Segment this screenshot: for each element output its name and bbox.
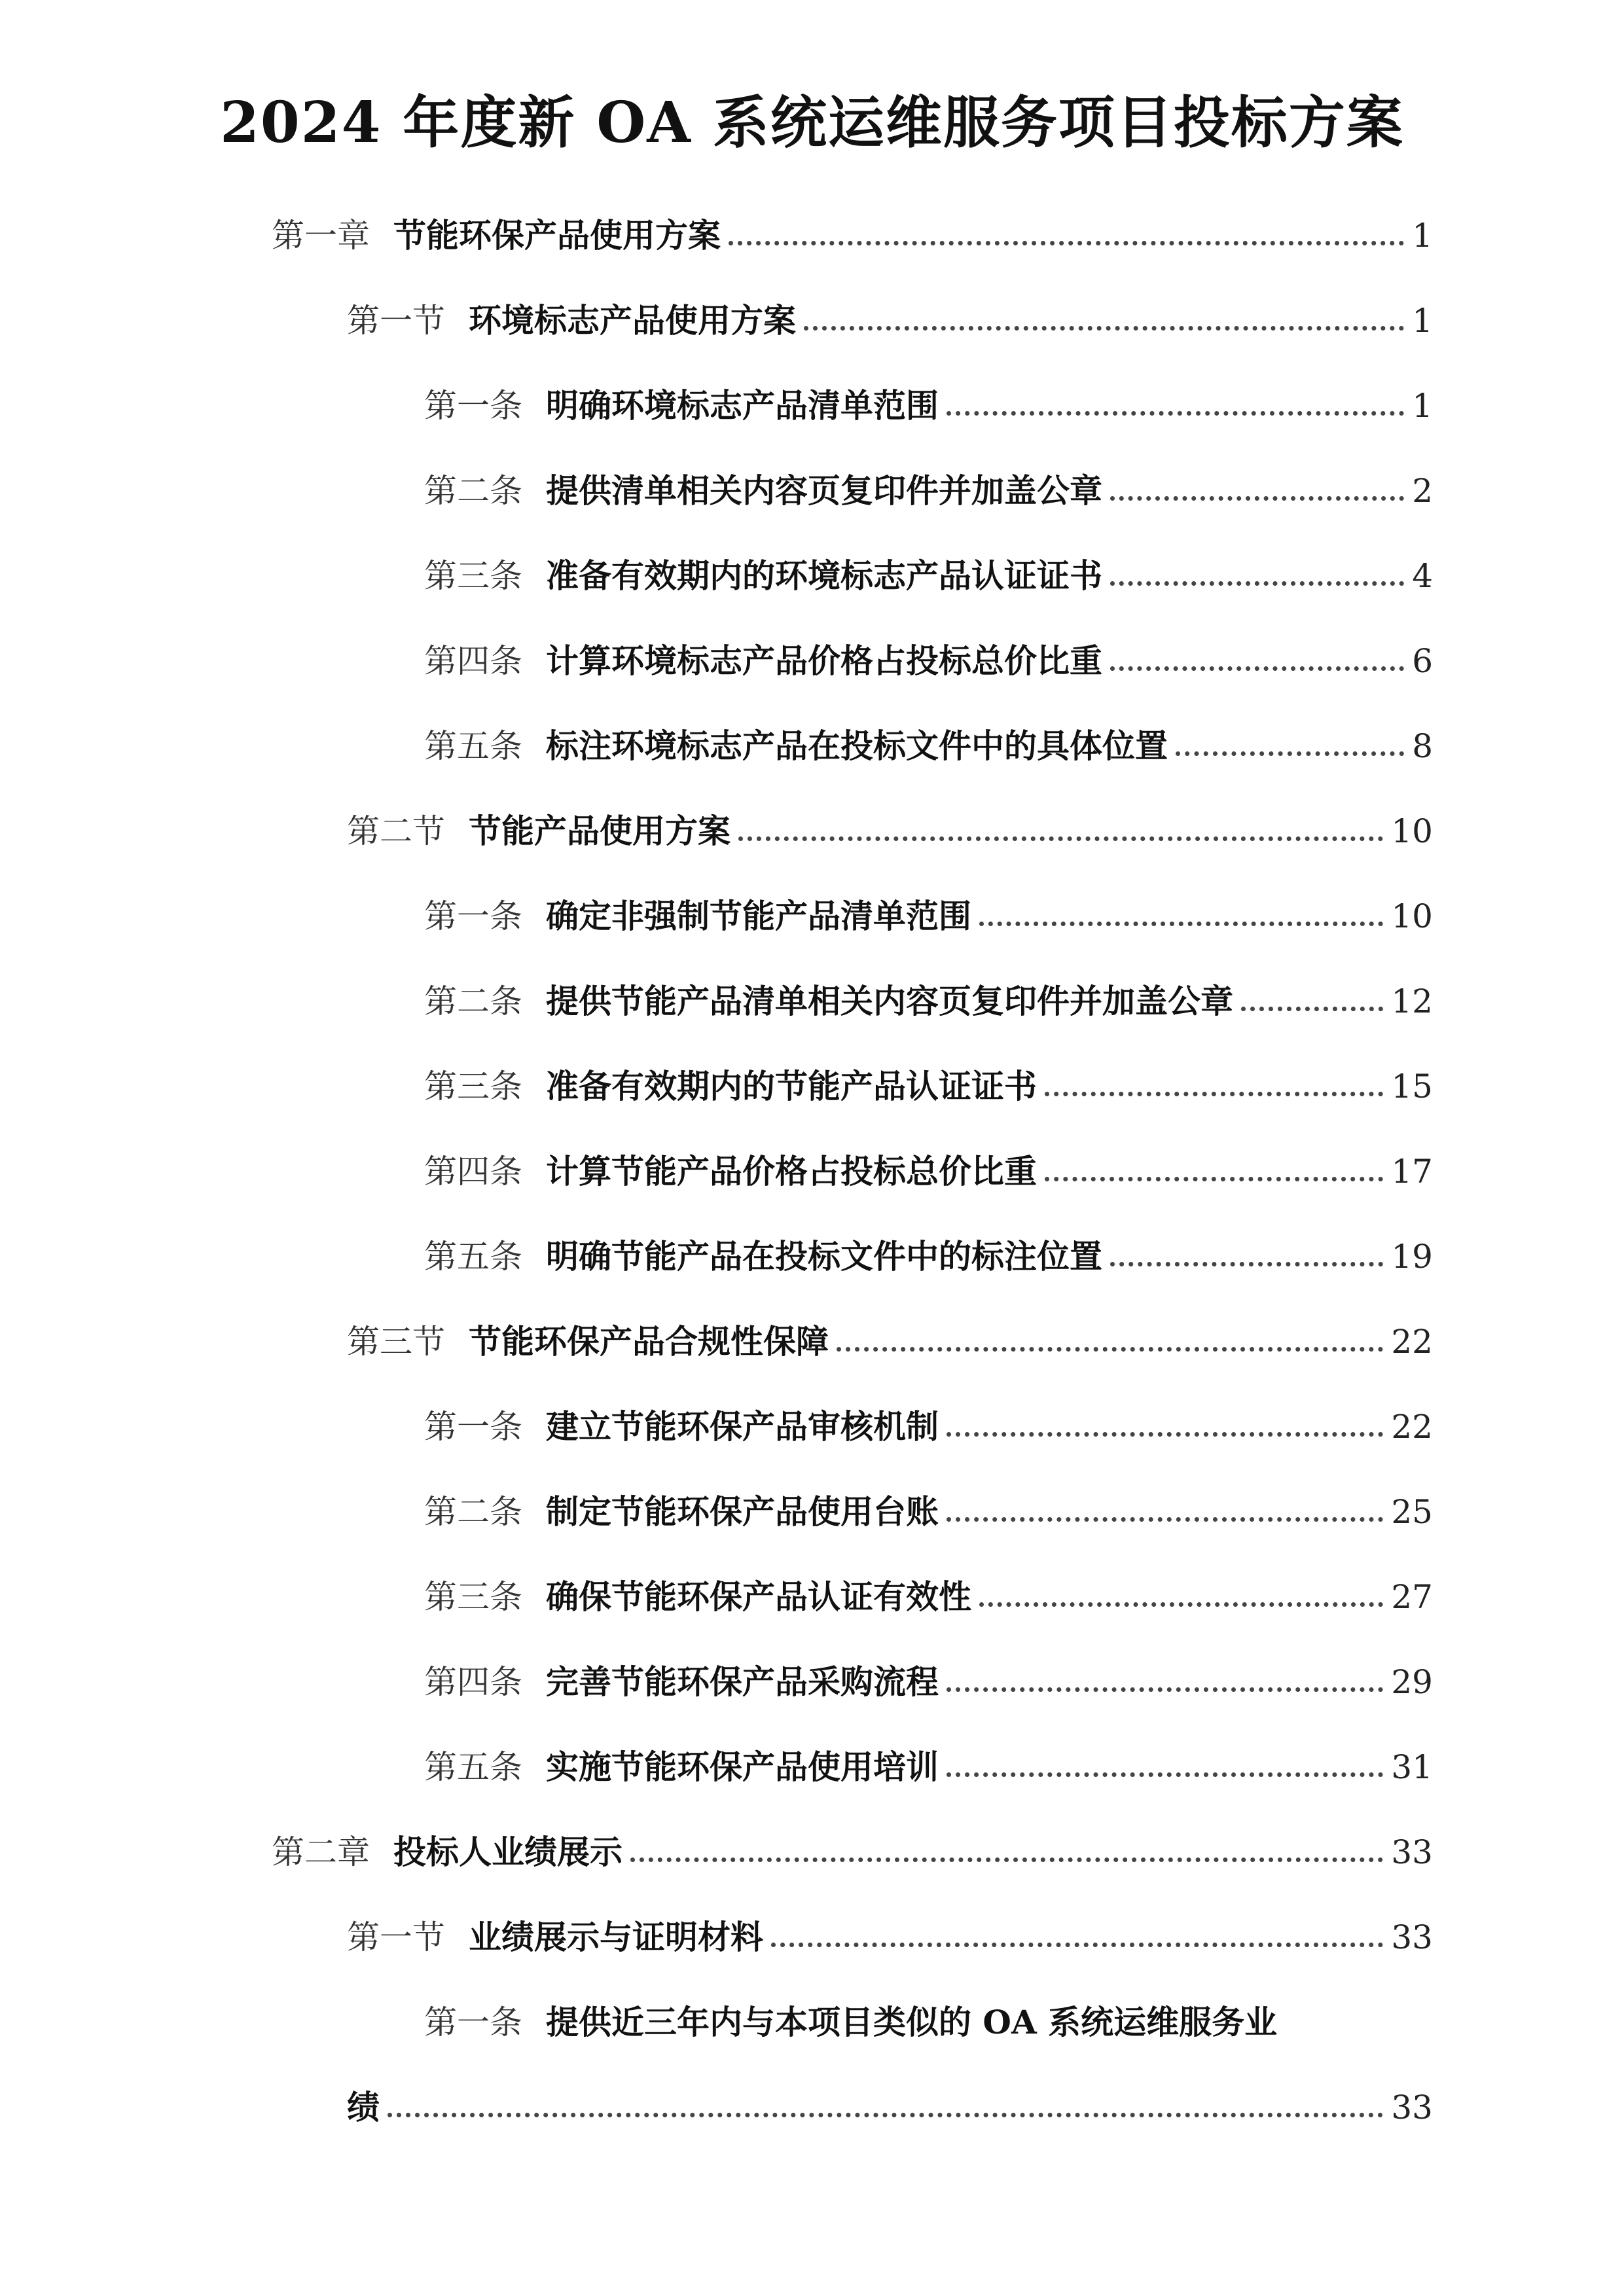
dot-leader	[1241, 1007, 1383, 1011]
toc-text: 确定非强制节能产品清单范围	[546, 897, 971, 935]
toc-entry-article[interactable]	[424, 1136, 1433, 1191]
toc-label: 第一条	[424, 1408, 522, 1446]
toc-label: 第一节	[347, 1918, 445, 1956]
dot-leader	[1045, 1092, 1383, 1096]
toc-text: 明确节能产品在投标文件中的标注位置	[546, 1237, 1102, 1276]
dot-leader	[947, 1772, 1383, 1777]
dot-leader	[947, 1687, 1383, 1692]
toc-text: 提供清单相关内容页复印件并加盖公章	[546, 471, 1102, 510]
toc-page-number: 29	[1391, 1663, 1433, 1701]
toc-entry-article[interactable]	[424, 1050, 1433, 1103]
toc-page-number: 33	[1391, 1833, 1433, 1871]
toc-entry-section-1-3[interactable]	[347, 1306, 1433, 1361]
dot-leader	[1176, 751, 1404, 756]
toc-entry-article[interactable]	[424, 965, 1433, 1018]
toc-label: 第四条	[424, 1153, 522, 1191]
toc-text: 准备有效期内的节能产品认证证书	[546, 1067, 1037, 1105]
toc-label: 第二条	[424, 472, 522, 510]
toc-text: 明确环境标志产品清单范围	[546, 386, 939, 425]
toc-entry-section-1-2[interactable]	[347, 795, 1433, 848]
dot-leader	[979, 922, 1383, 926]
toc-entry-article[interactable]	[424, 1391, 1433, 1446]
toc-page-number: 10	[1391, 897, 1433, 935]
toc-label: 第三条	[424, 1578, 522, 1616]
toc-text: 环境标志产品使用方案	[469, 301, 796, 340]
toc-entry-article[interactable]	[424, 1646, 1433, 1701]
dot-leader	[1110, 496, 1404, 501]
page-title: 2024 年度新 OA 系统运维服务项目投标方案	[220, 90, 1404, 156]
toc-label: 第一条	[424, 387, 522, 425]
dot-leader	[738, 836, 1383, 841]
toc-page-number: 15	[1391, 1067, 1433, 1105]
toc-label: 第一条	[424, 2003, 522, 2041]
toc-text: 节能产品使用方案	[469, 812, 731, 850]
toc-page-number: 1	[1412, 387, 1433, 425]
toc-page-number: 25	[1391, 1493, 1433, 1531]
dot-leader	[1110, 581, 1404, 586]
dot-leader	[804, 326, 1404, 331]
dot-leader	[1045, 1177, 1383, 1181]
dot-leader	[947, 1517, 1383, 1522]
toc-entry-article[interactable]	[424, 370, 1433, 425]
toc-text-continuation: 绩	[347, 2088, 380, 2126]
toc-entry-article[interactable]	[424, 625, 1433, 680]
toc-entry-section-2-1[interactable]	[347, 1901, 1433, 1954]
toc-page-number: 22	[1391, 1323, 1433, 1361]
toc-page-number: 27	[1391, 1578, 1433, 1616]
toc-entry-section-1-1[interactable]	[347, 285, 1433, 340]
toc-entry-article[interactable]	[424, 710, 1433, 765]
toc-page-number: 2	[1412, 472, 1433, 510]
toc-label: 第五条	[424, 1238, 522, 1276]
toc-text: 准备有效期内的环境标志产品认证证书	[546, 556, 1102, 595]
dot-leader	[630, 1857, 1383, 1862]
toc-entry-article[interactable]	[424, 1561, 1433, 1616]
toc-text: 业绩展示与证明材料	[469, 1918, 763, 1956]
dot-leader	[1110, 1262, 1383, 1266]
toc-page-number: 6	[1412, 642, 1433, 680]
dot-leader	[947, 1432, 1383, 1437]
toc-page-number: 17	[1391, 1153, 1433, 1191]
toc-entry-article-wrapped[interactable]	[424, 1986, 1433, 2039]
toc-text: 节能环保产品使用方案	[393, 216, 721, 255]
toc-label: 第三条	[424, 1067, 522, 1105]
toc-page-number: 10	[1391, 812, 1433, 850]
toc-page-number: 22	[1391, 1408, 1433, 1446]
dot-leader	[388, 2113, 1383, 2117]
toc-page-number: 33	[1391, 1918, 1433, 1956]
toc-page-number: 4	[1412, 557, 1433, 595]
toc-text: 建立节能环保产品审核机制	[546, 1407, 939, 1446]
toc-label: 第一章	[272, 217, 370, 255]
toc-entry-article[interactable]	[424, 540, 1433, 595]
toc-page-number: 19	[1391, 1238, 1433, 1276]
toc-text: 完善节能环保产品采购流程	[546, 1662, 939, 1701]
toc-label: 第二章	[272, 1833, 370, 1871]
toc-page-number: 1	[1412, 217, 1433, 255]
toc-text: 投标人业绩展示	[393, 1833, 623, 1871]
toc-text: 确保节能环保产品认证有效性	[546, 1577, 971, 1616]
toc-text: 制定节能环保产品使用台账	[546, 1492, 939, 1531]
toc-text: 标注环境标志产品在投标文件中的具体位置	[546, 726, 1168, 765]
toc-label: 第一条	[424, 897, 522, 935]
toc-entry-article[interactable]	[424, 1476, 1433, 1531]
toc-entry-chapter-2[interactable]	[272, 1816, 1433, 1869]
toc-label: 第五条	[424, 1748, 522, 1786]
toc-page-number: 8	[1412, 727, 1433, 765]
dot-leader	[771, 1943, 1383, 1947]
toc-label: 第二节	[347, 812, 445, 850]
toc-text: 提供节能产品清单相关内容页复印件并加盖公章	[546, 982, 1233, 1020]
toc-page-number: 31	[1391, 1748, 1433, 1786]
toc-page-number: 12	[1391, 982, 1433, 1020]
toc-label: 第五条	[424, 727, 522, 765]
toc-label: 第四条	[424, 642, 522, 680]
toc-entry-chapter-1[interactable]	[272, 200, 1433, 255]
toc-text: 提供近三年内与本项目类似的 OA 系统运维服务业	[546, 2003, 1278, 2041]
toc-entry-article-continuation[interactable]	[347, 2072, 1433, 2124]
toc-entry-article[interactable]	[424, 880, 1433, 933]
toc-label: 第一节	[347, 302, 445, 340]
toc-entry-article[interactable]	[424, 455, 1433, 510]
toc-entry-article[interactable]	[424, 1731, 1433, 1784]
toc-label: 第三条	[424, 557, 522, 595]
toc-label: 第二条	[424, 982, 522, 1020]
toc-text: 计算节能产品价格占投标总价比重	[546, 1152, 1037, 1191]
toc-text: 实施节能环保产品使用培训	[546, 1748, 939, 1786]
toc-page-number: 33	[1391, 2089, 1433, 2126]
toc-page-number: 1	[1412, 302, 1433, 340]
toc-entry-article[interactable]	[424, 1221, 1433, 1276]
toc-label: 第二条	[424, 1493, 522, 1531]
toc-text: 节能环保产品合规性保障	[469, 1322, 829, 1361]
dot-leader	[837, 1347, 1383, 1352]
toc-label: 第三节	[347, 1323, 445, 1361]
dot-leader	[947, 411, 1404, 416]
dot-leader	[1110, 666, 1404, 671]
toc-text: 计算环境标志产品价格占投标总价比重	[546, 641, 1102, 680]
dot-leader	[979, 1602, 1383, 1607]
toc-label: 第四条	[424, 1663, 522, 1701]
dot-leader	[729, 241, 1404, 245]
